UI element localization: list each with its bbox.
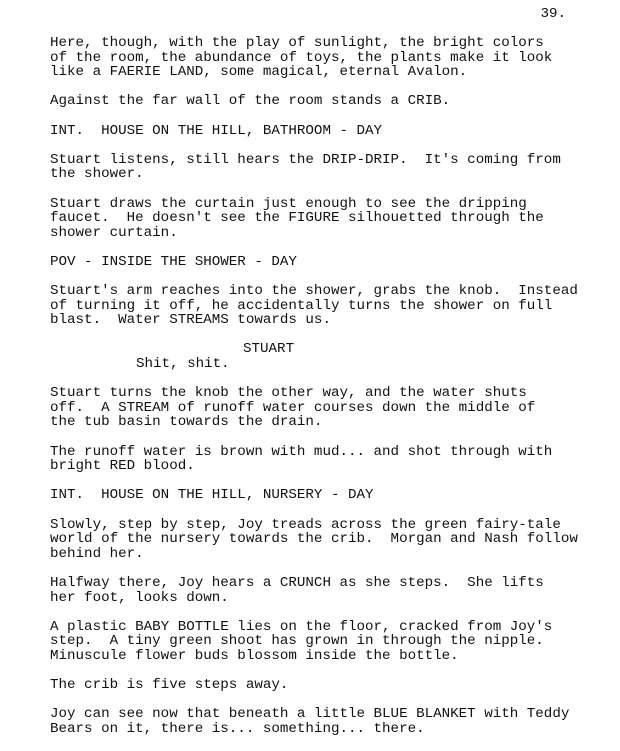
action-line: Halfway there, Joy hears a CRUNCH as she steps. She lifts bbox=[50, 574, 544, 591]
action-line: the tub basin towards the drain. bbox=[50, 414, 323, 431]
action-line: of the room, the abundance of toys, the plants make it look bbox=[50, 49, 553, 66]
action-paragraph bbox=[50, 284, 598, 328]
action-line: faucet. He doesn't see the FIGURE silhouetted through the bbox=[50, 210, 544, 227]
scene-heading-line: INT. HOUSE ON THE HILL, NURSERY - DAY bbox=[50, 487, 374, 504]
action-line: shower curtain. bbox=[50, 224, 178, 241]
action-line: like a FAERIE LAND, some magical, eternal Avalon. bbox=[50, 64, 468, 81]
action-line: behind her. bbox=[50, 545, 144, 562]
action-paragraph bbox=[50, 445, 598, 474]
action-line: Minuscule flower buds blossom inside the bottle. bbox=[50, 647, 459, 664]
action-line: Stuart listens, still hears the DRIP-DRIP. It's coming from bbox=[50, 151, 561, 168]
action-paragraph bbox=[50, 576, 598, 605]
action-line: Joy can see now that beneath a little BLUE BLANKET with Teddy bbox=[50, 706, 570, 723]
action-line: the shower. bbox=[50, 166, 144, 183]
action-paragraph bbox=[50, 678, 598, 693]
action-line: The crib is five steps away. bbox=[50, 677, 289, 694]
page-number: 39. bbox=[540, 6, 566, 22]
action-paragraph bbox=[50, 386, 598, 430]
dialogue-line: Shit, shit. bbox=[136, 356, 230, 373]
dialogue-block bbox=[50, 342, 598, 371]
action-line: Stuart's arm reaches into the shower, grabs the knob. Instead bbox=[50, 283, 578, 300]
action-line: Bears on it, there is... something... there. bbox=[50, 720, 425, 737]
scene-heading bbox=[50, 255, 598, 270]
scene-heading bbox=[50, 124, 598, 139]
action-line: step. A tiny green shoot has grown in through the nipple. bbox=[50, 633, 544, 650]
script-body bbox=[50, 36, 598, 751]
action-line: Against the far wall of the room stands a CRIB. bbox=[50, 93, 451, 110]
action-line: off. A STREAM of runoff water courses down the middle of bbox=[50, 399, 536, 416]
action-line: of turning it off, he accidentally turns the shower on full bbox=[50, 297, 553, 314]
action-line: her foot, looks down. bbox=[50, 589, 229, 606]
action-paragraph bbox=[50, 518, 598, 562]
action-paragraph bbox=[50, 36, 598, 80]
action-paragraph bbox=[50, 620, 598, 664]
action-paragraph bbox=[50, 707, 598, 736]
action-line: Slowly, step by step, Joy treads across the green fairy-tale bbox=[50, 516, 561, 533]
action-line: bright RED blood. bbox=[50, 458, 195, 475]
scene-heading bbox=[50, 488, 598, 503]
action-line: A plastic BABY BOTTLE lies on the floor, cracked from Joy's bbox=[50, 618, 553, 635]
action-line: blast. Water STREAMS towards us. bbox=[50, 312, 331, 329]
scene-heading-line: POV - INSIDE THE SHOWER - DAY bbox=[50, 253, 297, 270]
action-paragraph bbox=[50, 197, 598, 241]
action-line: Stuart draws the curtain just enough to see the dripping bbox=[50, 195, 527, 212]
scene-heading-line: INT. HOUSE ON THE HILL, BATHROOM - DAY bbox=[50, 122, 383, 139]
action-line: Stuart turns the knob the other way, and the water shuts bbox=[50, 385, 527, 402]
action-line: The runoff water is brown with mud... and shot through with bbox=[50, 443, 553, 460]
action-paragraph bbox=[50, 153, 598, 182]
action-line: world of the nursery towards the crib. Morgan and Nash follow bbox=[50, 531, 578, 548]
character-name: STUART bbox=[243, 341, 295, 358]
action-paragraph bbox=[50, 94, 598, 109]
action-line: Here, though, with the play of sunlight, the bright colors bbox=[50, 35, 544, 51]
